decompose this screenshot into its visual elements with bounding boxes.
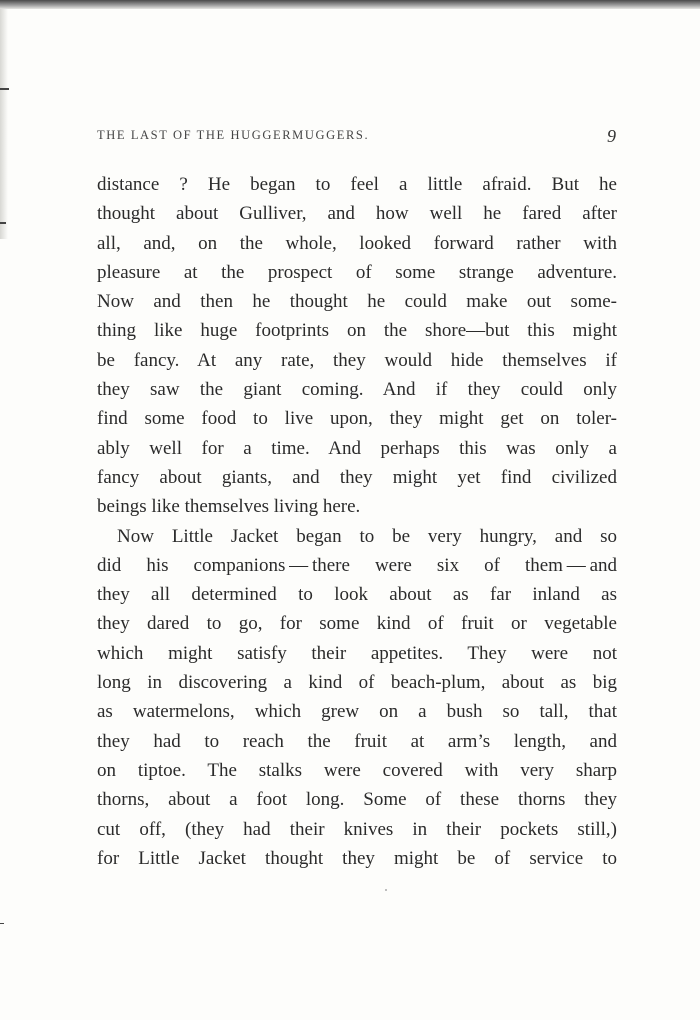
text-line: they saw the giant coming. And if they could only [97,379,617,401]
text-line: beings like themselves living here. [97,496,361,518]
text-line: find some food to live upon, they might get on toler- [97,408,617,430]
text-line: ably well for a time. And perhaps this was only a [97,437,617,459]
text-line: be fancy. At any rate, they would hide themselves if [97,349,617,371]
text-line: all, and, on the whole, looked forward rather with [97,232,617,254]
text-line: for Little Jacket thought they might be of service to [97,847,617,869]
text-line: thing like huge footprints on the shore—but this might [97,320,617,342]
text-line: fancy about giants, and they might yet find civilized [97,466,617,488]
margin-mark [0,222,6,224]
body-text [97,170,617,873]
margin-mark [0,923,4,924]
page-number: 9 [607,126,616,146]
text-line: on tiptoe. The stalks were covered with very sharp [97,759,617,781]
text-line: Now Little Jacket began to be very hungry, and so [117,525,617,547]
text-line: which might satisfy their appetites. They were not [97,642,617,664]
text-line: thought about Gulliver, and how well he fared after [97,203,617,225]
running-head [97,128,616,150]
text-line: they all determined to look about as far inland as [97,584,617,606]
text-line: they had to reach the fruit at arm’s length, and [97,730,617,752]
text-line: long in discovering a kind of beach-plum, about as big [97,672,617,694]
page-gutter-shadow [0,9,8,239]
text-line: as watermelons, which grew on a bush so tall, that [97,701,617,723]
page-top-edge [0,0,700,9]
margin-mark [0,88,9,90]
text-line: pleasure at the prospect of some strange adventure. [97,261,617,283]
text-line: they dared to go, for some kind of fruit or vegetable [97,613,617,635]
text-line: Now and then he thought he could make out some- [97,291,617,313]
paper-speck [385,889,387,891]
text-line: distance ? He began to feel a little afraid. But he [97,174,617,195]
text-line: did his companions — there were six of them — and [97,554,617,576]
text-line: cut off, (they had their knives in their pockets still,) [97,818,617,840]
running-title: THE LAST OF THE HUGGERMUGGERS. [97,128,370,142]
text-line: thorns, about a foot long. Some of these thorns they [97,789,617,811]
